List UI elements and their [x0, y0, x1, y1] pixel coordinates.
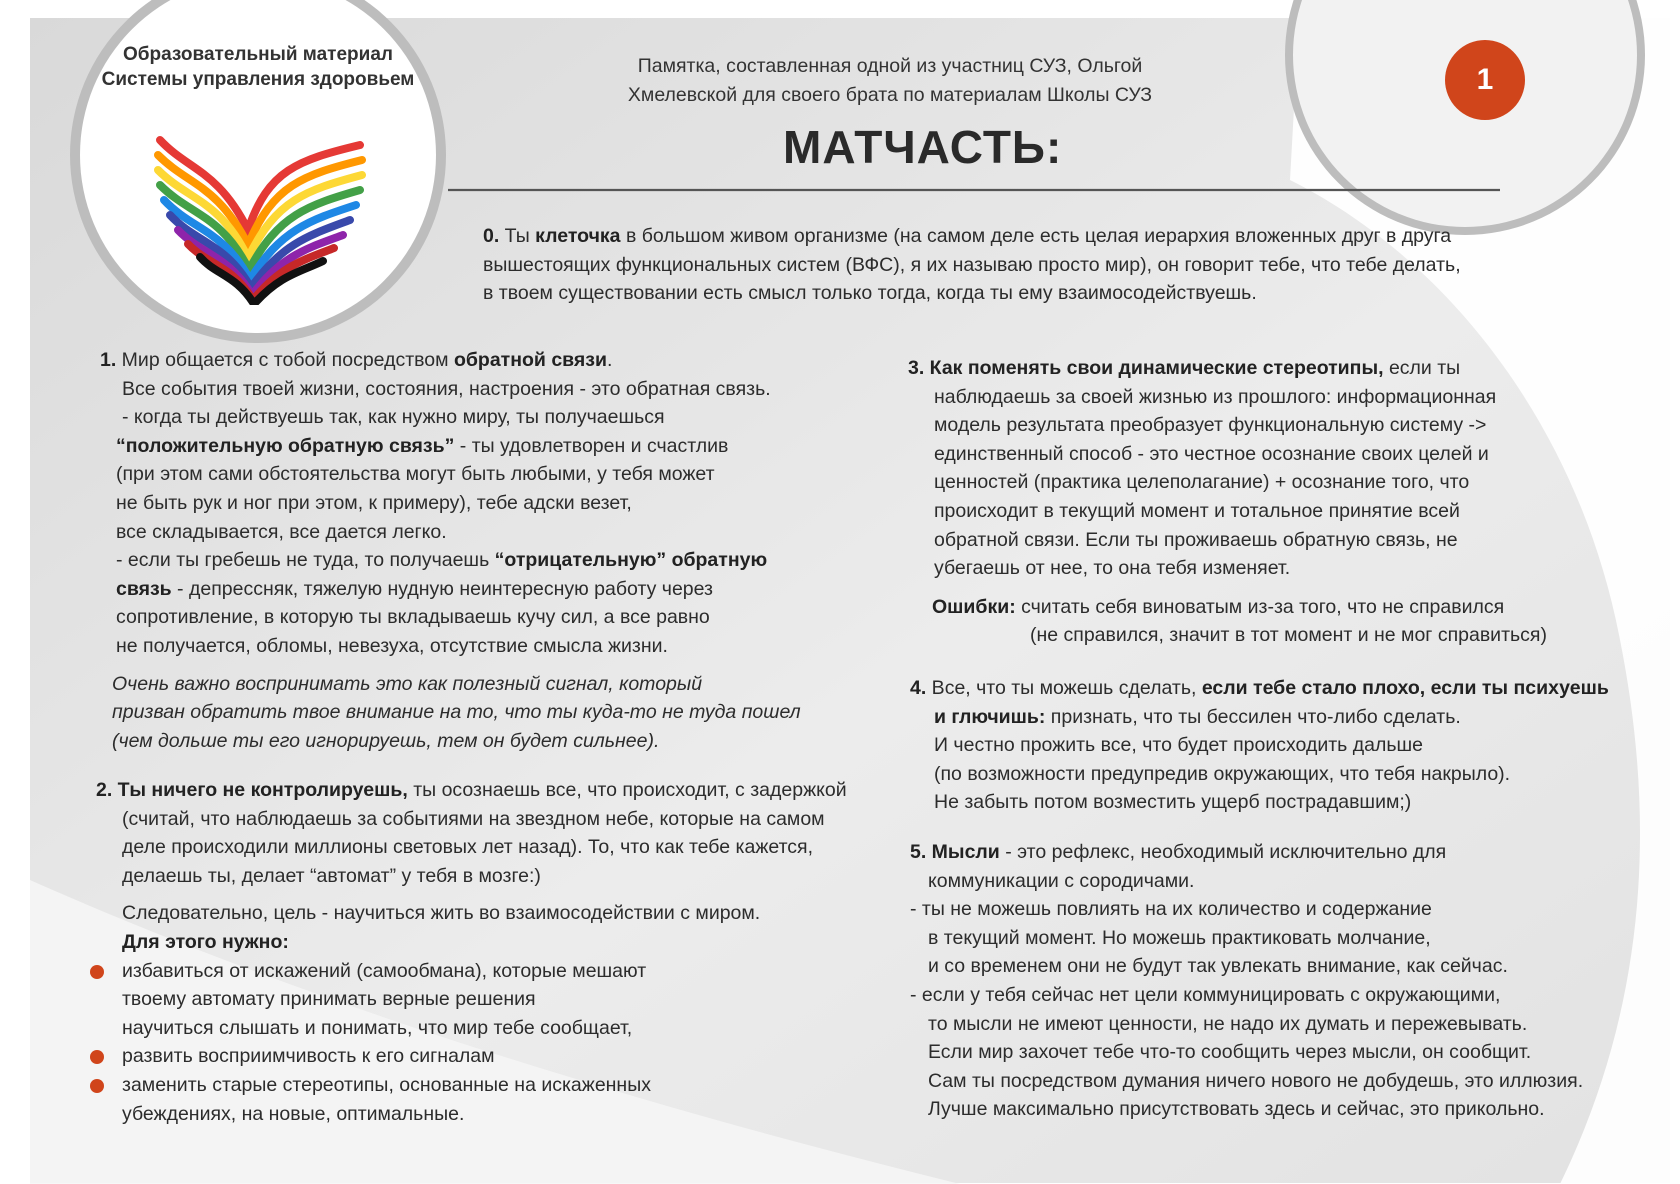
text-line: - ты удовлетворен и счастлив: [454, 434, 729, 457]
text-line: модель результата преобразует функциональную систему ->: [934, 414, 1487, 437]
text-line: (по возможности предупредив окружающих, что тебя накрыло).: [934, 762, 1511, 785]
text-line: и со временем они не будут так увлекать внимание, как сейчас.: [928, 955, 1508, 978]
text-line: [910, 674, 1609, 703]
text-line: И честно прожить все, что будет происходить дальше: [934, 734, 1423, 757]
section-0: [483, 222, 1461, 308]
text-line: деле происходили миллионы световых лет назад). То, что как тебе кажется,: [122, 836, 814, 859]
text-line: [100, 698, 801, 727]
text-line: Очень важно воспринимать это как полезный сигнал, который: [112, 672, 703, 695]
bullet-dot: [90, 1079, 104, 1093]
text-line: обратной связи. Если ты проживаешь обратную связь, не: [934, 528, 1458, 551]
text-line: - это рефлекс, необходимый исключительно для: [999, 841, 1447, 863]
text-line: - ты не можешь повлиять на их количество и содержание: [910, 898, 1432, 921]
text-line: [96, 928, 847, 957]
text-line: Все события твоей жизни, состояния, настроения - это обратная связь.: [122, 377, 771, 400]
text-line: в текущий момент. Но можешь практиковать молчание,: [928, 926, 1431, 949]
text-line: Все, что ты можешь сделать,: [926, 677, 1202, 699]
text-line: (считай, что наблюдаешь за событиями на звездном небе, которые на самом: [122, 807, 825, 830]
text-line: 3. Как поменять свои динамические стереотипы,: [908, 357, 1384, 379]
section-1: [100, 346, 801, 755]
text-line: [908, 593, 1547, 622]
badge-line-2: Системы управления здоровьем: [101, 69, 415, 90]
page-title: МАТЧАСТЬ:: [783, 121, 1063, 173]
text-line: происходит в текущий момент и тотальное принятие всей: [934, 499, 1460, 522]
text-line: сопротивление, в которую ты вкладываешь кучу сил, а все равно: [116, 606, 710, 629]
text-line: вышестоящих функциональных систем (ВФС), я их называю просто мир), он говорит тебе, что тебе делать,: [483, 253, 1461, 276]
text-line: коммуникации с сородичами.: [928, 869, 1195, 892]
text-line: [100, 575, 801, 604]
text-line: 1.: [100, 349, 117, 371]
text-line: [100, 432, 801, 461]
text-line: если тебе стало плохо, если ты психуешь: [1201, 677, 1609, 699]
text-line: - если у тебя сейчас нет цели коммуницировать с окружающими,: [910, 983, 1501, 1006]
page-number-badge: [1445, 40, 1525, 120]
text-line: признать, что ты бессилен что-либо сделать.: [1045, 705, 1461, 728]
text-line: [908, 354, 1547, 383]
text-line: [100, 727, 801, 756]
text-line: [122, 957, 847, 986]
text-line: клеточка: [535, 225, 621, 247]
text-line: Следовательно, цель - научиться жить во взаимосодействии с миром.: [122, 902, 761, 925]
text-line: делаешь ты, делает “автомат” у тебя в мозге:): [122, 864, 541, 887]
text-line: не получается, обломы, невезуха, отсутствие смысла жизни.: [116, 634, 668, 657]
bullet-dot: [90, 965, 104, 979]
text-line: Ты: [499, 225, 536, 247]
text-line: 4.: [910, 677, 927, 699]
text-line: (чем дольше ты его игнорируешь, тем он будет сильнее).: [112, 729, 660, 752]
text-line: обратной связи: [453, 349, 607, 371]
text-line: “отрицательную” обратную: [494, 549, 768, 572]
text-line: - депрессняк, тяжелую нудную неинтересную работу через: [171, 577, 713, 600]
text-line: [100, 670, 801, 699]
text-line: [100, 546, 801, 575]
text-line: твоему автомату принимать верные решения: [122, 988, 536, 1011]
text-line: то мысли не имеют ценности, не надо их думать и пережевывать.: [928, 1012, 1528, 1035]
text-line: Лучше максимально присутствовать здесь и сейчас, это прикольно.: [928, 1098, 1545, 1121]
text-line: наблюдаешь за своей жизнью из прошлого: информационная: [934, 385, 1497, 408]
section-3: [908, 354, 1547, 650]
text-line: “положительную обратную связь”: [116, 434, 455, 457]
text-line: развить восприимчивость к его сигналам: [122, 1045, 495, 1068]
badge-line-1: Образовательный материал: [123, 44, 393, 65]
text-line: убеждениях, на новые, оптимальные.: [122, 1102, 465, 1125]
text-line: Мир общается с тобой посредством: [116, 349, 454, 371]
text-line: считать себя виноватым из-за того, что не справился: [1015, 595, 1505, 618]
text-line: Для этого нужно:: [122, 930, 289, 953]
text-line: [483, 222, 1461, 251]
bullet-dot: [90, 1050, 104, 1064]
text-line: [96, 776, 847, 805]
text-line: Не забыть потом возместить ущерб пострадавшим;): [934, 791, 1412, 814]
text-line: Если мир захочет тебе что-то сообщить через мысли, он сообщит.: [928, 1041, 1532, 1064]
text-line: Ошибки:: [932, 595, 1016, 618]
text-line: заменить старые стереотипы, основанные на искаженных: [122, 1073, 651, 1096]
text-line: в твоем существовании есть смысл только тогда, когда ты ему взаимосодействуешь.: [483, 282, 1257, 305]
section-4: [910, 674, 1609, 817]
text-line: [122, 1042, 847, 1071]
text-line: [100, 346, 801, 375]
page-number: 1: [1476, 63, 1494, 96]
caption-line-2: Хмелевской для своего брата по материалам Школы СУЗ: [627, 84, 1153, 106]
text-line: (не справился, значит в тот момент и не мог справиться): [1030, 624, 1547, 647]
text-line: 0.: [483, 225, 500, 247]
text-line: связь: [116, 577, 172, 600]
section-2: [96, 776, 847, 1128]
text-line: [122, 1071, 847, 1100]
text-line: избавиться от искажений (самообмана), которые мешают: [122, 959, 647, 982]
text-line: не быть рук и ног при этом, к примеру), тебе адски везет,: [116, 491, 632, 514]
text-line: 2. Ты ничего не контролируешь,: [96, 779, 408, 801]
text-line: .: [606, 349, 613, 371]
text-line: - если ты гребешь не туда, то получаешь: [116, 549, 495, 572]
text-line: ты осознаешь все, что происходит, с задержкой: [407, 779, 847, 801]
text-line: ценностей (практика целеполагание) + осознание того, что: [934, 471, 1470, 494]
text-line: Сам ты посредством думания ничего нового не добудешь, это иллюзия.: [928, 1069, 1584, 1092]
text-line: единственный способ - это честное осознание своих целей и: [934, 442, 1489, 465]
text-line: [910, 838, 1583, 867]
text-line: призван обратить твое внимание на то, что ты куда-то не туда пошел: [112, 701, 801, 724]
caption-line-1: Памятка, составленная одной из участниц СУЗ, Ольгой: [637, 55, 1143, 77]
text-line: убегаешь от нее, то она тебя изменяет.: [934, 557, 1291, 580]
text-line: - когда ты действуешь так, как нужно миру, ты получаешься: [122, 406, 665, 429]
text-line: если ты: [1383, 357, 1461, 379]
text-line: все складывается, все дается легко.: [116, 520, 447, 543]
heart-rainbow-icon: [148, 130, 373, 305]
section-5: [910, 838, 1583, 1124]
text-line: 5. Мысли: [910, 841, 1000, 863]
text-line: и глючишь:: [934, 705, 1046, 728]
text-line: научиться слышать и понимать, что мир тебе сообщает,: [122, 1016, 633, 1039]
text-line: [910, 703, 1609, 732]
text-line: в большом живом организме (на самом деле есть целая иерархия вложенных друг в друга: [620, 225, 1452, 247]
text-line: (при этом сами обстоятельства могут быть любыми, у тебя может: [116, 463, 715, 486]
